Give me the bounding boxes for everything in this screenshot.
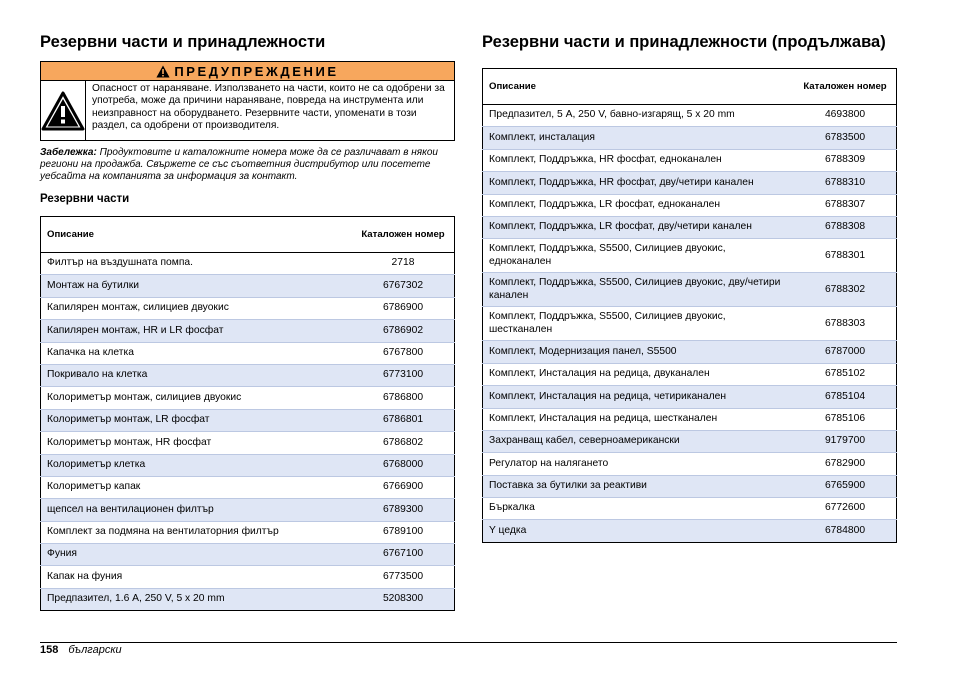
cell-catalog-number: 6785104 bbox=[794, 386, 897, 408]
table-row bbox=[41, 588, 455, 610]
section-title-continued: Резервни части и принадлежности (продължава) bbox=[482, 33, 886, 51]
cell-catalog-number: 6786801 bbox=[352, 409, 455, 431]
table-row bbox=[483, 498, 897, 520]
cell-catalog-number: 6785102 bbox=[794, 363, 897, 385]
table-row bbox=[483, 363, 897, 385]
cell-description: Покривало на клетка bbox=[41, 364, 353, 386]
table-row bbox=[41, 320, 455, 342]
table-row bbox=[41, 409, 455, 431]
table-row bbox=[483, 216, 897, 238]
cell-description: Капилярен монтаж, HR и LR фосфат bbox=[41, 320, 353, 342]
cell-description: Комплект, Поддръжка, S5500, Силициев двуокис, шестканален bbox=[483, 307, 795, 341]
cell-description: Комплект, Поддръжка, LR фосфат, едноканален bbox=[483, 194, 795, 216]
cell-description: Комплект, Инсталация на редица, двуканален bbox=[483, 363, 795, 385]
cell-catalog-number: 6772600 bbox=[794, 498, 897, 520]
cell-description: Капилярен монтаж, силициев двуокис bbox=[41, 297, 353, 319]
cell-catalog-number: 6789100 bbox=[352, 521, 455, 543]
cell-catalog-number: 6767302 bbox=[352, 275, 455, 297]
table-row bbox=[41, 253, 455, 275]
table-row bbox=[41, 432, 455, 454]
cell-description: Бъркалка bbox=[483, 498, 795, 520]
warning-text: Опасност от нараняване. Използването на части, които не са одобрени за употреба, може да причини нараняване, повреда на инструмента или неизправност на оборудването. Резервните части, упоменати в този раздел, са одобрени от производителя. bbox=[92, 83, 445, 132]
cell-catalog-number: 6788301 bbox=[794, 239, 897, 273]
cell-description: Поставка за бутилки за реактиви bbox=[483, 475, 795, 497]
cell-description: Комплект, инсталация bbox=[483, 127, 795, 149]
cell-description: Колориметър клетка bbox=[41, 454, 353, 476]
cell-catalog-number: 6788309 bbox=[794, 149, 897, 171]
table-row bbox=[41, 544, 455, 566]
footer-language: български bbox=[68, 644, 122, 656]
cell-description: Фуния bbox=[41, 544, 353, 566]
table-row bbox=[483, 127, 897, 149]
table-row bbox=[41, 499, 455, 521]
page-footer bbox=[40, 644, 122, 657]
footer-divider bbox=[40, 642, 897, 643]
cell-catalog-number: 6786802 bbox=[352, 432, 455, 454]
table-row bbox=[41, 476, 455, 498]
cell-description: Комплект, Модернизация панел, S5500 bbox=[483, 341, 795, 363]
cell-catalog-number: 6788303 bbox=[794, 307, 897, 341]
cell-catalog-number: 9179700 bbox=[794, 430, 897, 452]
cell-catalog-number: 6788307 bbox=[794, 194, 897, 216]
cell-catalog-number: 6788310 bbox=[794, 172, 897, 194]
section-title: Резервни части и принадлежности bbox=[40, 33, 326, 51]
table-row bbox=[483, 341, 897, 363]
cell-catalog-number: 6782900 bbox=[794, 453, 897, 475]
table-row bbox=[41, 275, 455, 297]
table-row bbox=[483, 520, 897, 542]
table-row bbox=[483, 408, 897, 430]
cell-catalog-number: 6786902 bbox=[352, 320, 455, 342]
spare-parts-table bbox=[40, 216, 455, 611]
cell-catalog-number: 6785106 bbox=[794, 408, 897, 430]
cell-description: Комплект, Поддръжка, HR фосфат, дву/четири канален bbox=[483, 172, 795, 194]
table-row bbox=[483, 273, 897, 307]
cell-catalog-number: 6788308 bbox=[794, 216, 897, 238]
cell-catalog-number: 6773100 bbox=[352, 364, 455, 386]
cell-description: Регулатор на налягането bbox=[483, 453, 795, 475]
note-label: Забележка: bbox=[40, 147, 97, 158]
table-row bbox=[483, 194, 897, 216]
small-warning-icon bbox=[156, 65, 170, 78]
table-row bbox=[483, 149, 897, 171]
table-row bbox=[483, 172, 897, 194]
column-header-description: Описание bbox=[483, 69, 795, 105]
cell-description: щепсел на вентилационен филтър bbox=[41, 499, 353, 521]
cell-catalog-number: 2718 bbox=[352, 253, 455, 275]
cell-catalog-number: 5208300 bbox=[352, 588, 455, 610]
table-row bbox=[41, 521, 455, 543]
table-row bbox=[41, 566, 455, 588]
note-text: Продуктовите и каталожните номера може да се различават в някои региони на продажба. Свържете се със съответния дистрибутор или посетете уебсайта на компанията за информация за контакт. bbox=[40, 147, 438, 182]
left-table-body bbox=[41, 253, 455, 611]
cell-catalog-number: 6783500 bbox=[794, 127, 897, 149]
table-row bbox=[483, 386, 897, 408]
cell-description: Комплект за подмяна на вентилаторния филтър bbox=[41, 521, 353, 543]
table-row bbox=[483, 105, 897, 127]
table-row bbox=[41, 387, 455, 409]
page-number: 158 bbox=[40, 644, 59, 656]
cell-catalog-number: 6788302 bbox=[794, 273, 897, 307]
cell-description: Комплект, Инсталация на редица, четириканален bbox=[483, 386, 795, 408]
cell-description: Колориметър капак bbox=[41, 476, 353, 498]
cell-catalog-number: 6766900 bbox=[352, 476, 455, 498]
table-row bbox=[483, 453, 897, 475]
column-header-catalog-number: Каталожен номер bbox=[794, 69, 897, 105]
right-table-body bbox=[483, 105, 897, 543]
note-paragraph bbox=[40, 147, 453, 183]
table-row bbox=[483, 475, 897, 497]
cell-catalog-number: 6789300 bbox=[352, 499, 455, 521]
cell-description: Колориметър монтаж, силициев двуокис bbox=[41, 387, 353, 409]
cell-catalog-number: 6773500 bbox=[352, 566, 455, 588]
table-row bbox=[483, 239, 897, 273]
cell-catalog-number: 6787000 bbox=[794, 341, 897, 363]
cell-description: Капачка на клетка bbox=[41, 342, 353, 364]
table-row bbox=[483, 430, 897, 452]
cell-description: Комплект, Поддръжка, HR фосфат, едноканален bbox=[483, 149, 795, 171]
table-row bbox=[41, 342, 455, 364]
warning-box bbox=[40, 61, 455, 141]
table-row bbox=[41, 454, 455, 476]
column-header-catalog-number: Каталожен номер bbox=[352, 217, 455, 253]
warning-heading: ПРЕДУПРЕЖДЕНИЕ bbox=[174, 63, 339, 79]
cell-description: Колориметър монтаж, LR фосфат bbox=[41, 409, 353, 431]
cell-catalog-number: 6767100 bbox=[352, 544, 455, 566]
cell-catalog-number: 6765900 bbox=[794, 475, 897, 497]
cell-description: Монтаж на бутилки bbox=[41, 275, 353, 297]
cell-catalog-number: 6784800 bbox=[794, 520, 897, 542]
cell-catalog-number: 6768000 bbox=[352, 454, 455, 476]
cell-description: Комплект, Поддръжка, S5500, Силициев двуокис, дву/четири канален bbox=[483, 273, 795, 307]
cell-description: Комплект, Инсталация на редица, шестканален bbox=[483, 408, 795, 430]
cell-description: Предпазител, 5 A, 250 V, бавно-изгарящ, 5 x 20 mm bbox=[483, 105, 795, 127]
cell-catalog-number: 6786900 bbox=[352, 297, 455, 319]
cell-description: Захранващ кабел, северноамерикански bbox=[483, 430, 795, 452]
table-row bbox=[41, 364, 455, 386]
column-header-description: Описание bbox=[41, 217, 353, 253]
cell-description: Капак на фуния bbox=[41, 566, 353, 588]
cell-description: Комплект, Поддръжка, LR фосфат, дву/четири канален bbox=[483, 216, 795, 238]
cell-catalog-number: 6786800 bbox=[352, 387, 455, 409]
table-row bbox=[483, 307, 897, 341]
subheading: Резервни части bbox=[40, 193, 130, 205]
warning-icon-cell bbox=[41, 81, 86, 140]
table-row bbox=[41, 297, 455, 319]
spare-parts-table-continued bbox=[482, 68, 897, 543]
cell-description: Предпазител, 1.6 A, 250 V, 5 x 20 mm bbox=[41, 588, 353, 610]
cell-description: Комплект, Поддръжка, S5500, Силициев двуокис, едноканален bbox=[483, 239, 795, 273]
cell-description: Филтър на въздушната помпа. bbox=[41, 253, 353, 275]
warning-header bbox=[41, 62, 454, 81]
cell-description: Колориметър монтаж, HR фосфат bbox=[41, 432, 353, 454]
cell-catalog-number: 4693800 bbox=[794, 105, 897, 127]
cell-description: Y цедка bbox=[483, 520, 795, 542]
warning-triangle-icon bbox=[41, 91, 85, 131]
cell-catalog-number: 6767800 bbox=[352, 342, 455, 364]
